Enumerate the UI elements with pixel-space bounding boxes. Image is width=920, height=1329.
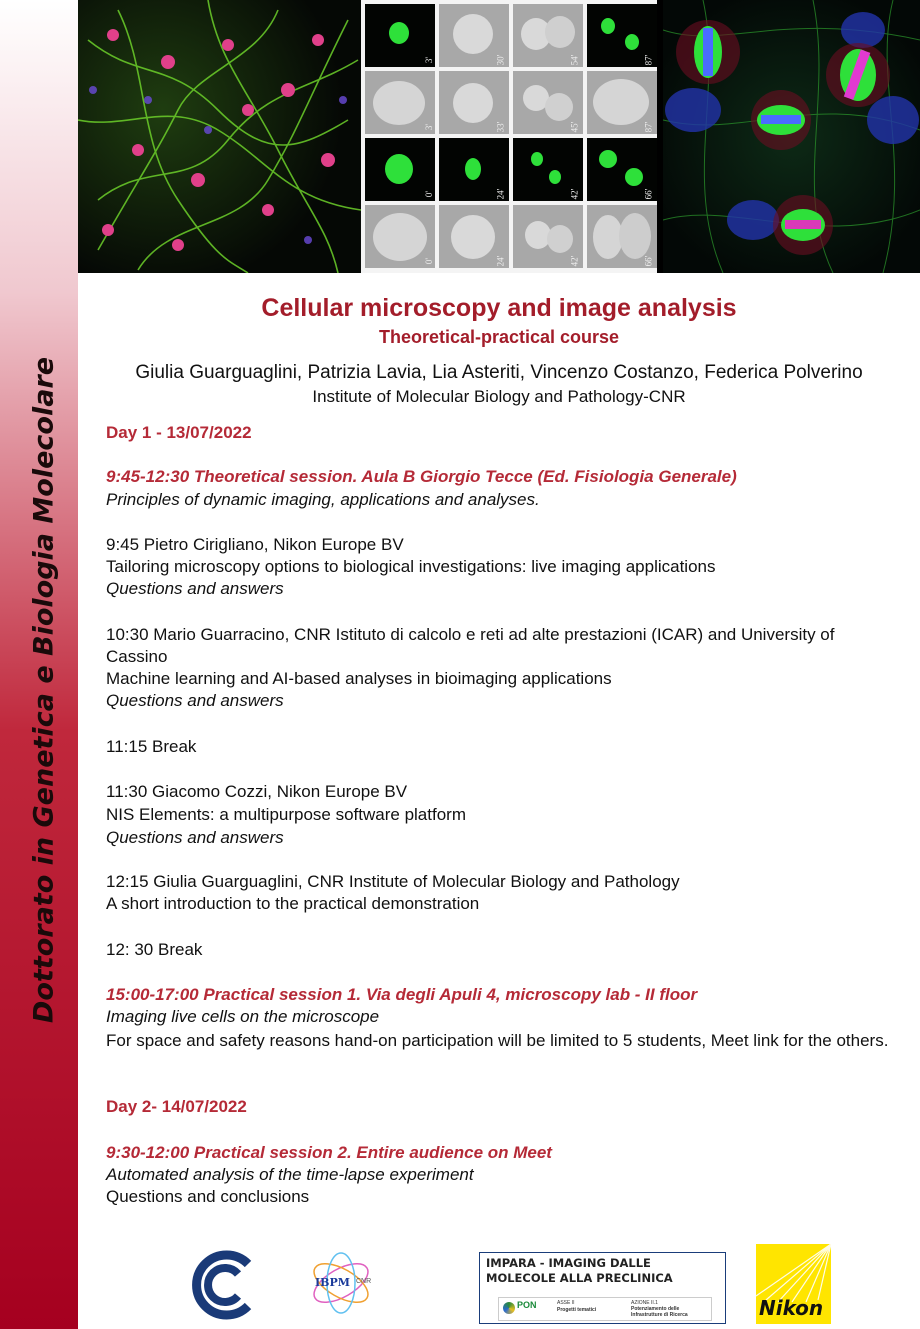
session1-subtitle: Principles of dynamic imaging, applications and analyses. [106, 490, 540, 509]
institute-line: Institute of Molecular Biology and Pathology-CNR [312, 387, 686, 406]
dic-tile: 0' [365, 205, 435, 268]
talk3-qa: Questions and answers [106, 828, 284, 847]
sidebar-band [0, 0, 78, 1329]
break1: 11:15 Break [106, 737, 197, 756]
talk1-qa: Questions and answers [106, 579, 284, 598]
talk2-speaker: 10:30 Mario Guarracino, CNR Istituto di calcolo e reti ad alte prestazioni (ICAR) and University of Cassino [106, 625, 835, 666]
neuron-network-graphic [78, 0, 361, 273]
fluorescence-tile: 87' [587, 4, 657, 67]
dic-tile: 42' [513, 205, 583, 268]
talk4-title: A short introduction to the practical demonstration [106, 894, 480, 913]
dic-tile: 33' [439, 71, 509, 134]
nikon-logo: Nikon [756, 1244, 831, 1324]
session2-subtitle: Imaging live cells on the microscope [106, 1007, 380, 1026]
talk3-title: NIS Elements: a multipurpose software platform [106, 805, 466, 824]
break2: 12: 30 Break [106, 940, 203, 959]
sponsor-logos [78, 1240, 920, 1325]
mitosis-micrograph [663, 0, 920, 273]
authors-line: Giulia Guarguaglini, Patrizia Lavia, Lia Asteriti, Vincenzo Costanzo, Federica Polverino [135, 362, 863, 383]
neurons-micrograph [78, 0, 361, 273]
mitotic-spindles-graphic [663, 0, 920, 273]
talk4-speaker: 12:15 Giulia Guarguaglini, CNR Institute of Molecular Biology and Pathology [106, 872, 680, 891]
fluorescence-tile: 3' [365, 4, 435, 67]
session2-title: 15:00-17:00 Practical session 1. Via degli Apuli 4, microscopy lab - II floor [106, 985, 698, 1004]
day2-session-title: 9:30-12:00 Practical session 2. Entire audience on Meet [106, 1143, 552, 1162]
fluorescence-tile: 42' [513, 138, 583, 201]
dic-tile: 54' [513, 4, 583, 67]
dic-tile: 87' [587, 71, 657, 134]
pon-icon [503, 1302, 515, 1314]
talk2-title: Machine learning and AI-based analyses in bioimaging applications [106, 669, 612, 688]
impara-logo: IMPARA - IMAGING DALLE MOLECOLE ALLA PRECLINICA PON ASSE II Progetti tematici AZIONE II.1 Potenziamento delle Infrastrutture di Ricerca [479, 1252, 726, 1324]
talk1-speaker: 9:45 Pietro Cirigliano, Nikon Europe BV [106, 535, 404, 554]
sidebar-vertical-title: Dottorato in Genetica e Biologia Molecolare [28, 356, 60, 1024]
page-title: Cellular microscopy and image analysis [261, 294, 737, 322]
ibpm-logo: IBPM CNR [306, 1246, 376, 1320]
session1-title: 9:45-12:30 Theoretical session. Aula B Giorgio Tecce (Ed. Fisiologia Generale) [106, 467, 737, 486]
dic-tile: 3' [365, 71, 435, 134]
talk2-qa: Questions and answers [106, 691, 284, 710]
header-image-banner [78, 0, 920, 273]
day2-heading: Day 2- 14/07/2022 [106, 1097, 247, 1116]
talk1-title: Tailoring microscopy options to biological investigations: live imaging applications [106, 557, 716, 576]
dic-tile: 66' [587, 205, 657, 268]
dic-tile: 45' [513, 71, 583, 134]
day1-heading: Day 1 - 13/07/2022 [106, 423, 252, 442]
cnr-logo-icon [190, 1250, 260, 1320]
talk3-speaker: 11:30 Giacomo Cozzi, Nikon Europe BV [106, 782, 408, 801]
fluorescence-tile: 66' [587, 138, 657, 201]
time-lapse-grid [361, 0, 657, 273]
page-subtitle: Theoretical-practical course [378, 327, 620, 347]
dic-tile: 24' [439, 205, 509, 268]
day2-session-subtitle: Automated analysis of the time-lapse experiment [106, 1165, 474, 1184]
day2-closing: Questions and conclusions [106, 1187, 310, 1206]
fluorescence-tile: 0' [365, 138, 435, 201]
fluorescence-tile: 24' [439, 138, 509, 201]
session2-note: For space and safety reasons hand-on participation will be limited to 5 students, Meet link for the others. [106, 1031, 889, 1050]
pon-banner: PON ASSE II Progetti tematici AZIONE II.1 Potenziamento delle Infrastrutture di Ricerca [498, 1297, 712, 1321]
dic-tile: 30' [439, 4, 509, 67]
